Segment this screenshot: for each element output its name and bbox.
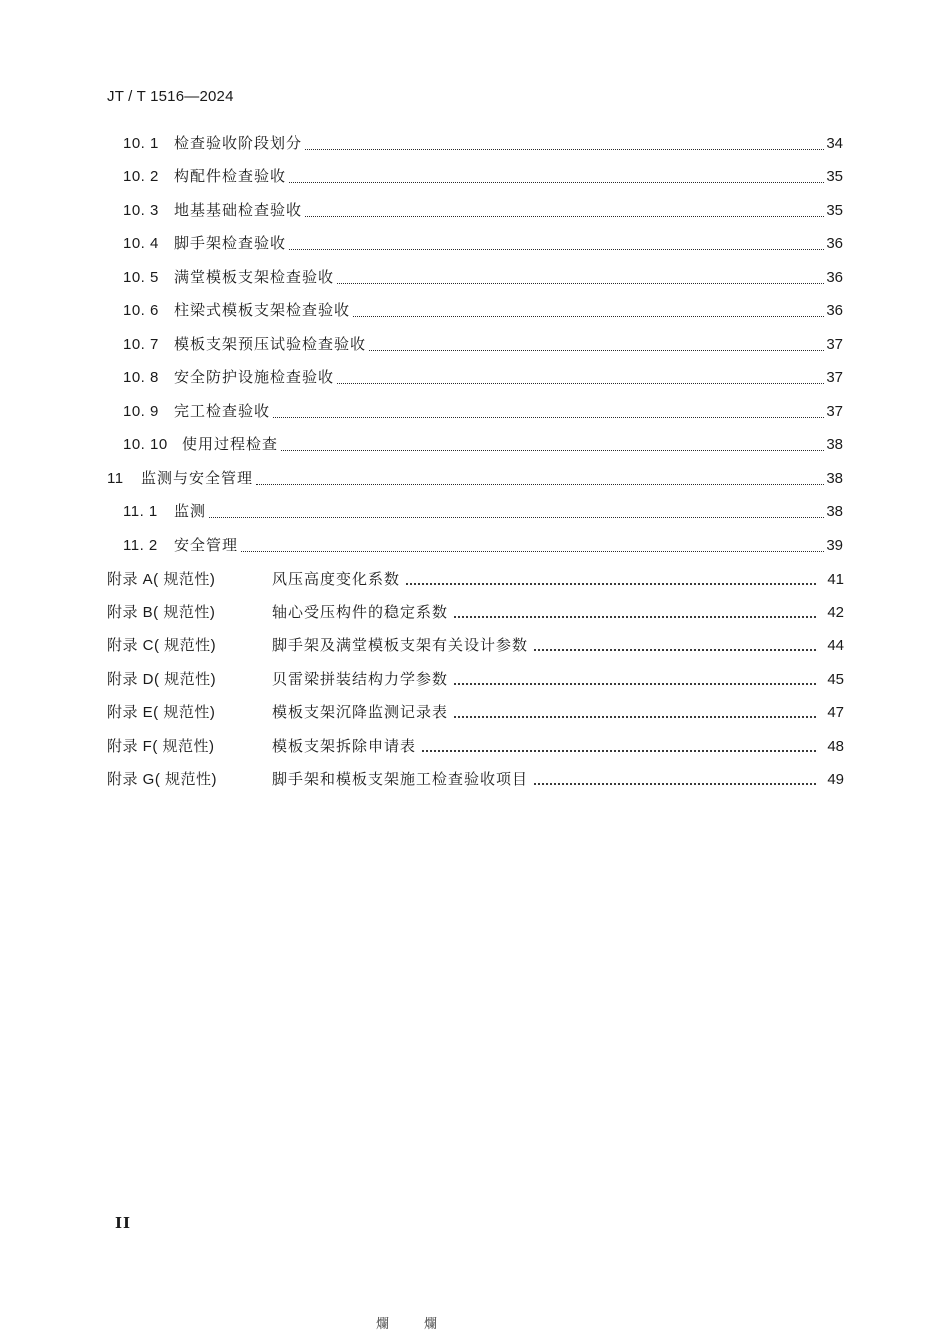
toc-entry-title: 脚手架检查验收 (174, 235, 287, 252)
toc-appendix-label: 附录 F( 规范性) (107, 738, 215, 755)
toc-appendix-g[interactable] (107, 768, 844, 790)
dot-leader (273, 403, 824, 418)
toc-entry-number: 11. 2 (123, 537, 158, 554)
toc-appendix-page: 42 (827, 604, 844, 621)
toc-entry-page: 36 (826, 302, 843, 319)
toc-entry-title: 满堂模板支架检查验收 (174, 269, 335, 286)
toc-appendix-page: 44 (827, 637, 844, 654)
dot-leader (454, 669, 816, 685)
toc-appendix-label: 附录 G( 规范性) (107, 771, 217, 788)
toc-entry-10-8[interactable] (123, 366, 843, 388)
dot-leader (209, 503, 824, 518)
toc-appendix-a[interactable] (107, 568, 844, 590)
toc-entry-number: 11 (107, 470, 124, 487)
toc-entry-page: 38 (826, 470, 843, 487)
toc-entry-page: 38 (826, 436, 843, 453)
dot-leader (337, 369, 824, 384)
toc-appendix-e[interactable] (107, 701, 844, 723)
dot-leader (305, 135, 824, 150)
toc-entry-title: 地基基础检查验收 (174, 202, 303, 219)
dot-leader (305, 202, 824, 217)
toc-appendix-c[interactable] (107, 634, 844, 656)
toc-appendix-title: 风压高度变化系数 (272, 571, 401, 588)
toc-entry-number: 10. 2 (123, 168, 159, 185)
toc-entry-title: 柱梁式模板支架检查验收 (174, 302, 351, 319)
toc-entry-10-5[interactable] (123, 266, 843, 288)
dot-leader (454, 702, 816, 718)
toc-entry-page: 37 (826, 403, 843, 420)
dot-leader (281, 436, 824, 451)
toc-entry-title: 安全防护设施检查验收 (174, 369, 335, 386)
dot-leader (241, 537, 824, 552)
page-number: II (115, 1214, 132, 1232)
toc-entry-number: 10. 10 (123, 436, 168, 453)
dot-leader (353, 302, 824, 317)
toc-entry-title: 模板支架预压试验检查验收 (174, 336, 367, 353)
toc-appendix-label: 附录 E( 规范性) (107, 704, 216, 721)
toc-entry-page: 35 (826, 168, 843, 185)
toc-entry-title: 使用过程检查 (182, 436, 279, 453)
toc-entry-page: 34 (826, 135, 843, 152)
toc-appendix-title: 贝雷梁拼装结构力学参数 (272, 671, 449, 688)
toc-entry-10-4[interactable] (123, 232, 843, 254)
toc-entry-title: 完工检查验收 (174, 403, 271, 420)
dot-leader (534, 769, 816, 785)
toc-entry-10-6[interactable] (123, 299, 843, 321)
toc-entry-page: 37 (826, 336, 843, 353)
toc-entry-page: 36 (826, 235, 843, 252)
toc-appendix-title: 脚手架及满堂模板支架有关设计参数 (272, 637, 529, 654)
toc-entry-title: 检查验收阶段划分 (174, 135, 303, 152)
toc-appendix-title: 脚手架和模板支架施工检查验收项目 (272, 771, 529, 788)
toc-appendix-page: 45 (827, 671, 844, 688)
toc-appendix-page: 41 (827, 571, 844, 588)
toc-entry-page: 38 (826, 503, 843, 520)
toc-entry-number: 10. 5 (123, 269, 159, 286)
toc-appendix-b[interactable] (107, 601, 844, 623)
dot-leader (534, 635, 816, 651)
toc-appendix-title: 模板支架沉降监测记录表 (272, 704, 449, 721)
standard-number: JT / T 1516—2024 (107, 88, 234, 105)
toc-entry-title: 监测与安全管理 (141, 470, 254, 487)
toc-appendix-page: 48 (827, 738, 844, 755)
dot-leader (289, 168, 824, 183)
toc-entry-page: 36 (826, 269, 843, 286)
toc-appendix-title: 模板支架拆除申请表 (272, 738, 417, 755)
toc-entry-10-10[interactable] (123, 433, 843, 455)
toc-entry-title: 构配件检查验收 (174, 168, 287, 185)
toc-entry-10-2[interactable] (123, 165, 843, 187)
toc-entry-page: 35 (826, 202, 843, 219)
toc-appendix-label: 附录 D( 规范性) (107, 671, 217, 688)
dot-leader (256, 470, 824, 485)
toc-entry-10-1[interactable] (123, 132, 843, 154)
toc-entry-number: 11. 1 (123, 503, 158, 520)
toc-entry-number: 10. 8 (123, 369, 159, 386)
toc-entry-number: 10. 9 (123, 403, 159, 420)
toc-entry-number: 10. 7 (123, 336, 159, 353)
watermark-text-right: 爛 (424, 1316, 438, 1331)
toc-entry-10-9[interactable] (123, 400, 843, 422)
toc-entry-title: 监测 (174, 503, 207, 520)
dot-leader (369, 336, 824, 351)
toc-entry-11[interactable] (107, 467, 843, 489)
toc-entry-11-1[interactable] (123, 500, 843, 522)
watermark-text-left: 爛 (376, 1316, 390, 1331)
dot-leader (337, 269, 824, 284)
toc-entry-number: 10. 1 (123, 135, 159, 152)
toc-entry-page: 37 (826, 369, 843, 386)
toc-appendix-label: 附录 C( 规范性) (107, 637, 217, 654)
toc-appendix-page: 47 (827, 704, 844, 721)
dot-leader (454, 602, 816, 618)
toc-appendix-d[interactable] (107, 668, 844, 690)
toc-appendix-f[interactable] (107, 735, 844, 757)
dot-leader (289, 235, 824, 250)
toc-entry-page: 39 (826, 537, 843, 554)
toc-entry-11-2[interactable] (123, 534, 843, 556)
toc-entry-10-7[interactable] (123, 333, 843, 355)
dot-leader (406, 569, 816, 585)
toc-appendix-label: 附录 A( 规范性) (107, 571, 216, 588)
toc-entry-title: 安全管理 (174, 537, 239, 554)
dot-leader (422, 736, 816, 752)
toc-entry-number: 10. 4 (123, 235, 159, 252)
toc-appendix-page: 49 (827, 771, 844, 788)
toc-entry-10-3[interactable] (123, 199, 843, 221)
toc-appendix-label: 附录 B( 规范性) (107, 604, 216, 621)
toc-appendix-title: 轴心受压构件的稳定系数 (272, 604, 449, 621)
toc-entry-number: 10. 6 (123, 302, 159, 319)
toc-entry-number: 10. 3 (123, 202, 159, 219)
